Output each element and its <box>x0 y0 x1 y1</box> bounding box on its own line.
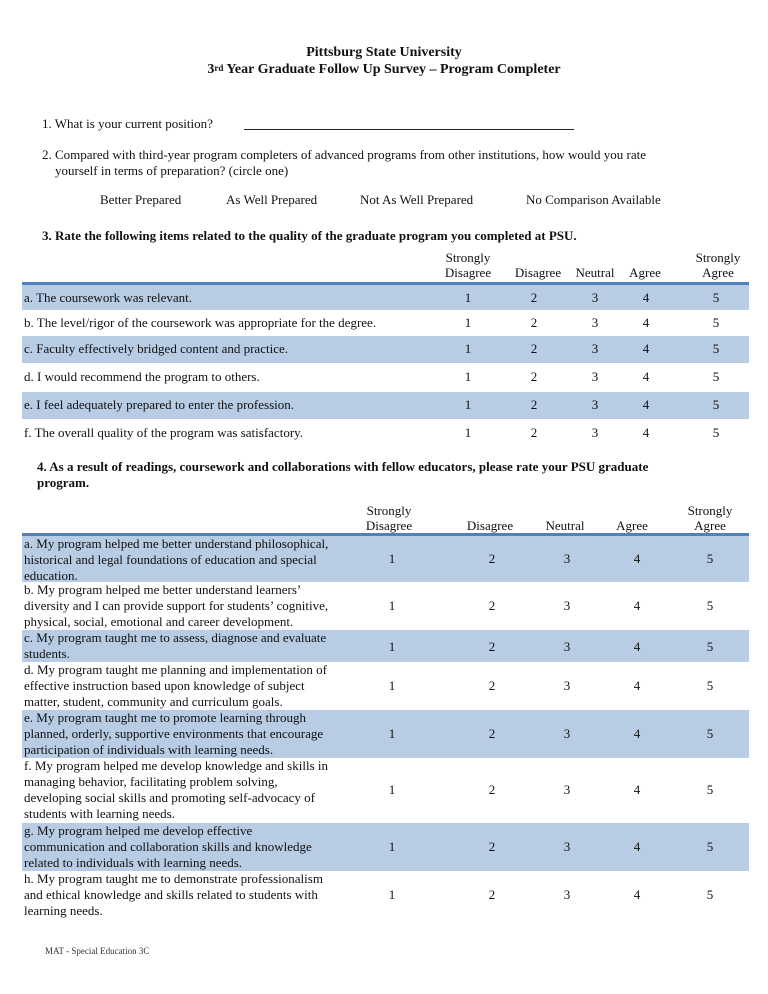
q3-rating-1[interactable]: 1 <box>464 315 472 330</box>
label-line: managing behavior, facilitating problem solving, <box>24 774 278 789</box>
q4-rating-2[interactable]: 2 <box>488 782 496 797</box>
label-line: b. My program helped me better understand learners’ <box>24 582 302 597</box>
q3-rating-5[interactable]: 5 <box>712 341 720 356</box>
q4-rating-4[interactable]: 4 <box>633 887 641 902</box>
label-line: education. <box>24 568 78 583</box>
q4-rating-1[interactable]: 1 <box>388 726 396 741</box>
q4-rating-2[interactable]: 2 <box>488 678 496 693</box>
q4-title-line1: 4. As a result of readings, coursework and collaborations with fellow educators, please rate your PSU graduate <box>37 459 649 474</box>
q3-item-label: b. The level/rigor of the coursework was appropriate for the degree. <box>24 315 377 330</box>
q4-col-disagree <box>455 503 525 533</box>
col-line1 <box>565 250 625 265</box>
q4-rating-4[interactable]: 4 <box>633 639 641 654</box>
col-line2: Agree <box>694 518 726 533</box>
label-line: students with learning needs. <box>24 806 175 821</box>
col-line1: Strongly <box>687 503 733 518</box>
q2-option-better-prepared[interactable]: Better Prepared <box>100 192 182 207</box>
q3-row-f <box>22 420 749 447</box>
col-line1 <box>455 503 525 518</box>
label-line: diversity and I can provide support for students’ cognitive, <box>24 598 329 613</box>
q4-row-d <box>22 662 749 710</box>
q3-rating-1[interactable]: 1 <box>464 369 472 384</box>
label-line: historical and legal foundations of education and special <box>24 552 317 567</box>
q3-rating-4[interactable]: 4 <box>642 369 650 384</box>
col-line2: Neutral <box>545 518 585 533</box>
q4-rating-1[interactable]: 1 <box>388 551 396 566</box>
q3-rating-2[interactable]: 2 <box>530 341 538 356</box>
col-line1 <box>530 503 600 518</box>
q3-rating-4[interactable]: 4 <box>642 397 650 412</box>
q4-item-label <box>24 662 327 710</box>
q3-rating-2[interactable]: 2 <box>530 369 538 384</box>
col-line2: Disagree <box>466 518 514 533</box>
q4-col-strongly-agree <box>675 503 745 533</box>
q3-item-label: a. The coursework was relevant. <box>24 290 192 305</box>
q2-option-as-well-prepared[interactable]: As Well Prepared <box>226 192 318 207</box>
q4-rating-3[interactable]: 3 <box>563 639 571 654</box>
q4-rating-1[interactable]: 1 <box>388 839 396 854</box>
q3-item-label: f. The overall quality of the program was satisfactory. <box>24 425 304 440</box>
q3-rating-3[interactable]: 3 <box>591 341 599 356</box>
col-line2: Neutral <box>575 265 615 280</box>
q4-col-agree <box>602 503 662 533</box>
q4-rating-5[interactable]: 5 <box>706 598 714 613</box>
label-line: a. My program helped me better understand philosophical, <box>24 536 329 551</box>
q3-rating-2[interactable]: 2 <box>530 397 538 412</box>
q4-col-neutral <box>530 503 600 533</box>
q3-rating-3[interactable]: 3 <box>591 290 599 305</box>
q3-row-c <box>22 336 749 363</box>
q4-rating-3[interactable]: 3 <box>563 887 571 902</box>
q4-rating-5[interactable]: 5 <box>706 887 714 902</box>
q4-row-g <box>22 823 749 871</box>
label-line: learning needs. <box>24 903 103 918</box>
q3-rating-2[interactable]: 2 <box>530 290 538 305</box>
q3-rating-3[interactable]: 3 <box>591 425 599 440</box>
q4-item-label <box>24 758 328 822</box>
q4-rating-3[interactable]: 3 <box>563 726 571 741</box>
q4-item-label <box>24 582 328 630</box>
col-line2: Agree <box>616 518 648 533</box>
q4-item-label <box>24 630 326 662</box>
label-line: h. My program taught me to demonstrate professionalism <box>24 871 323 886</box>
q3-col-strongly-agree <box>688 250 748 280</box>
q4-rating-3[interactable]: 3 <box>563 678 571 693</box>
q4-rating-3[interactable]: 3 <box>563 551 571 566</box>
col-line1 <box>508 250 568 265</box>
label-line: e. My program taught me to promote learning through <box>24 710 306 725</box>
col-line2: Agree <box>629 265 661 280</box>
q3-rating-4[interactable]: 4 <box>642 341 650 356</box>
q4-rating-4[interactable]: 4 <box>633 678 641 693</box>
col-line2: Disagree <box>514 265 562 280</box>
q4-rating-3[interactable]: 3 <box>563 782 571 797</box>
q3-col-disagree <box>508 250 568 280</box>
q2-option-not-as-well-prepared[interactable]: Not As Well Prepared <box>360 192 474 207</box>
survey-title <box>0 61 768 78</box>
q2-text-line2: yourself in terms of preparation? (circle one) <box>55 163 289 178</box>
survey-title-text: Year Graduate Follow Up Survey – Program Completer <box>223 62 561 77</box>
q1-answer-line[interactable] <box>244 129 574 130</box>
q3-rating-1[interactable]: 1 <box>464 397 472 412</box>
footer-text: MAT - Special Education 3C <box>45 946 150 956</box>
label-line: g. My program helped me develop effective <box>24 823 253 838</box>
q4-rating-2[interactable]: 2 <box>488 551 496 566</box>
q3-row-a <box>22 285 749 310</box>
q4-rating-5[interactable]: 5 <box>706 639 714 654</box>
q3-rating-3[interactable]: 3 <box>591 369 599 384</box>
q3-item-label: e. I feel adequately prepared to enter the profession. <box>24 397 294 412</box>
q3-rating-5[interactable]: 5 <box>712 290 720 305</box>
q3-row-b <box>22 311 749 335</box>
label-line: and ethical knowledge and skills related to students with <box>24 887 318 902</box>
col-line1 <box>602 503 662 518</box>
q3-item-label: d. I would recommend the program to others. <box>24 369 260 384</box>
q3-rating-1[interactable]: 1 <box>464 425 472 440</box>
q3-rating-4[interactable]: 4 <box>642 290 650 305</box>
q3-rating-3[interactable]: 3 <box>591 315 599 330</box>
q4-rating-2[interactable]: 2 <box>488 839 496 854</box>
q4-item-label <box>24 536 328 584</box>
col-line2: Disagree <box>444 265 492 280</box>
q4-rating-4[interactable]: 4 <box>633 551 641 566</box>
q4-rating-1[interactable]: 1 <box>388 887 396 902</box>
survey-title-ordinal: 3 <box>207 62 215 77</box>
q4-row-a <box>22 536 749 582</box>
q4-row-h <box>22 871 749 919</box>
q4-rating-1[interactable]: 1 <box>388 678 396 693</box>
label-line: planned, orderly, supportive environments that encourage <box>24 726 324 741</box>
q3-title: 3. Rate the following items related to the quality of the graduate program you completed at PSU. <box>42 228 577 243</box>
q4-rating-2[interactable]: 2 <box>488 598 496 613</box>
col-line1: Strongly <box>445 250 491 265</box>
q4-rating-2[interactable]: 2 <box>488 726 496 741</box>
q3-col-strongly-disagree <box>438 250 498 280</box>
col-line1: Strongly <box>695 250 741 265</box>
q3-rating-5[interactable]: 5 <box>712 369 720 384</box>
label-line: physical, social, emotional and career development. <box>24 614 294 629</box>
q3-item-label: c. Faculty effectively bridged content and practice. <box>24 341 288 356</box>
q3-col-agree <box>620 250 670 280</box>
q4-item-label <box>24 871 323 919</box>
q3-rating-3[interactable]: 3 <box>591 397 599 412</box>
q4-row-e <box>22 710 749 758</box>
label-line: participation of individuals with learning needs. <box>24 742 274 757</box>
q4-rating-4[interactable]: 4 <box>633 726 641 741</box>
university-title: Pittsburg State University <box>306 45 462 60</box>
q4-row-b <box>22 582 749 630</box>
label-line: effective instruction based upon knowledge of subject <box>24 678 305 693</box>
q4-row-f <box>22 758 749 823</box>
q4-rating-2[interactable]: 2 <box>488 887 496 902</box>
q4-rating-2[interactable]: 2 <box>488 639 496 654</box>
label-line: d. My program taught me planning and implementation of <box>24 662 327 677</box>
q4-rating-1[interactable]: 1 <box>388 639 396 654</box>
q3-row-d <box>22 364 749 391</box>
col-line1: Strongly <box>366 503 412 518</box>
q3-rating-2[interactable]: 2 <box>530 315 538 330</box>
q4-rating-3[interactable]: 3 <box>563 598 571 613</box>
q4-row-c <box>22 630 749 662</box>
q4-rating-1[interactable]: 1 <box>388 782 396 797</box>
q4-title-line2: program. <box>37 475 90 490</box>
q4-rating-4[interactable]: 4 <box>633 598 641 613</box>
q4-rating-5[interactable]: 5 <box>706 551 714 566</box>
q1-text: 1. What is your current position? <box>42 116 213 131</box>
q3-rating-5[interactable]: 5 <box>712 315 720 330</box>
q4-rating-5[interactable]: 5 <box>706 726 714 741</box>
q3-rating-1[interactable]: 1 <box>464 290 472 305</box>
q2-option-no-comparison[interactable]: No Comparison Available <box>526 192 661 207</box>
q3-rating-4[interactable]: 4 <box>642 425 650 440</box>
q3-col-neutral <box>565 250 625 280</box>
q4-rating-3[interactable]: 3 <box>563 839 571 854</box>
q3-row-e <box>22 392 749 419</box>
label-line: communication and collaboration skills and knowledge <box>24 839 312 854</box>
q4-rating-5[interactable]: 5 <box>706 678 714 693</box>
q4-rating-4[interactable]: 4 <box>633 782 641 797</box>
label-line: c. My program taught me to assess, diagnose and evaluate <box>24 630 327 645</box>
q3-rating-1[interactable]: 1 <box>464 341 472 356</box>
q4-item-label <box>24 710 323 758</box>
q3-rating-5[interactable]: 5 <box>712 397 720 412</box>
q4-rating-4[interactable]: 4 <box>633 839 641 854</box>
q4-col-strongly-disagree <box>354 503 424 533</box>
col-line2: Agree <box>702 265 734 280</box>
label-line: matter, student, community and curriculum goals. <box>24 694 283 709</box>
label-line: f. My program helped me develop knowledge and skills in <box>24 758 328 773</box>
label-line: developing social skills and promoting self-advocacy of <box>24 790 315 805</box>
q3-rating-5[interactable]: 5 <box>712 425 720 440</box>
label-line: students. <box>24 646 70 661</box>
q3-rating-4[interactable]: 4 <box>642 315 650 330</box>
q4-rating-5[interactable]: 5 <box>706 839 714 854</box>
q4-item-label <box>24 823 312 871</box>
col-line2: Disagree <box>365 518 413 533</box>
survey-title-sup: rd <box>214 63 224 73</box>
q4-rating-5[interactable]: 5 <box>706 782 714 797</box>
q2-text-line1: 2. Compared with third-year program completers of advanced programs from other institutions, how would you rate <box>42 147 646 162</box>
label-line: related to individuals with learning needs. <box>24 855 243 870</box>
q4-rating-1[interactable]: 1 <box>388 598 396 613</box>
col-line1 <box>620 250 670 265</box>
q3-rating-2[interactable]: 2 <box>530 425 538 440</box>
